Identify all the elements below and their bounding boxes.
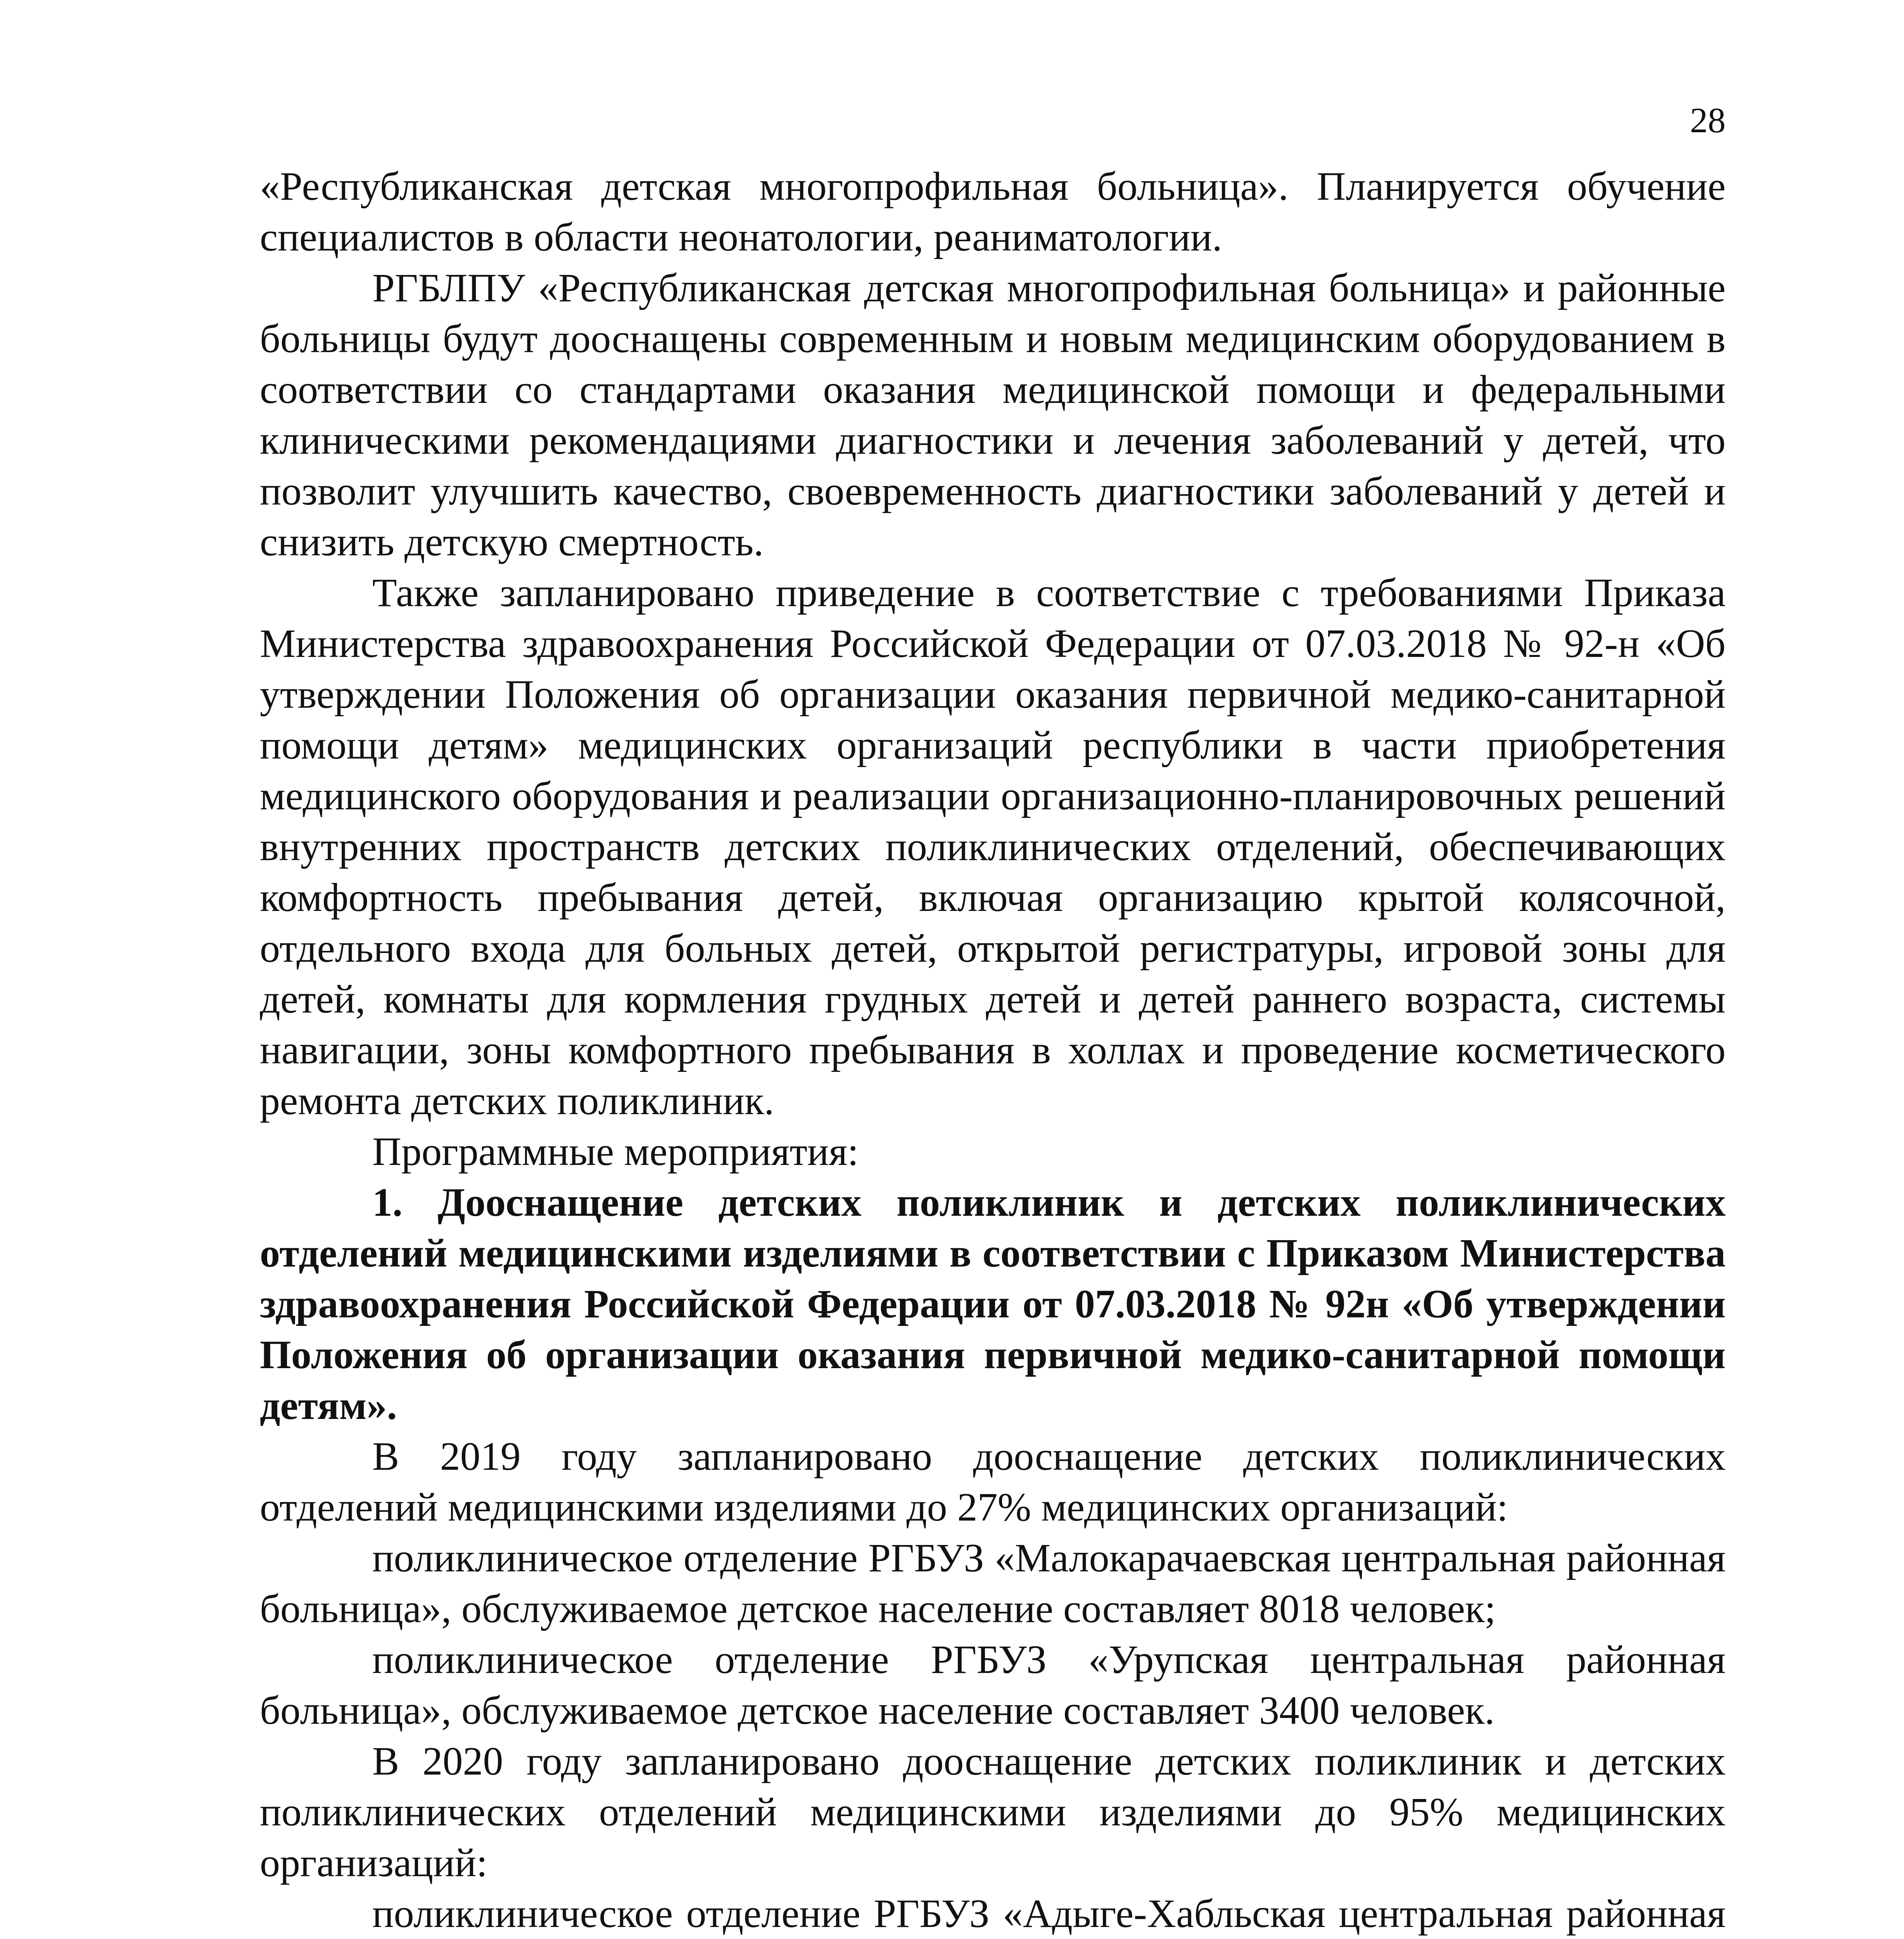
page-number: 28 <box>1690 100 1726 140</box>
paragraph-4: Программные мероприятия: <box>372 1129 859 1174</box>
section-heading-1: 1. Дооснащение детских поликлиник и детских поликлинических отделений медицинскими изделиями в соответствии с Приказом Министерства здравоохранения Российской Федерации от 07.03.2018 № 92н «Об утверждении Положения об организации оказания первичной медико-санитарной помощи детям». <box>260 1180 1726 1428</box>
paragraph-7: поликлиническое отделение РГБУЗ «Малокарачаевская центральная районная больница», обслуживаемое детское население составляет 8018 человек; <box>260 1536 1726 1631</box>
paragraph-10: поликлиническое отделение РГБУЗ «Адыге-Хабльская центральная районная <box>372 1891 1726 1936</box>
paragraph-3: Также запланировано приведение в соответствие с требованиями Приказа Министерства здравоохранения Российской Федерации от 07.03.2018 № 92-н «Об утверждении Положения об организации оказания первичной медико-санитарной помощи детям» медицинских организаций республики в части приобретения медицинского оборудования и реализации организационно-планировочных решений внутренних пространств детских поликлинических отделений, обеспечивающих комфортность пребывания детей, включая организацию крытой колясочной, отдельного входа для больных детей, открытой регистратуры, игровой зоны для детей, комнаты для кормления грудных детей и детей раннего возраста, системы навигации, зоны комфортного пребывания в холлах и проведение косметического ремонта детских поликлиник. <box>260 570 1726 1123</box>
paragraph-2: РГБЛПУ «Республиканская детская многопрофильная больница» и районные больницы будут дооснащены современным и новым медицинским оборудованием в соответствии со стандартами оказания медицинской помощи и федеральными клиническими рекомендациями диагностики и лечения заболеваний у детей, что позволит улучшить качество, своевременность диагностики заболеваний у детей и снизить детскую смертность. <box>260 266 1726 564</box>
paragraph-8: поликлиническое отделение РГБУЗ «Урупская центральная районная больница», обслуживаемое детское население составляет 3400 человек. <box>260 1637 1726 1733</box>
paragraph-9: В 2020 году запланировано дооснащение детских поликлиник и детских поликлинических отделений медицинскими изделиями до 95% медицинских организаций: <box>260 1739 1726 1885</box>
paragraph-6: В 2019 году запланировано дооснащение детских поликлинических отделений медицинскими изделиями до 27% медицинских организаций: <box>260 1434 1726 1529</box>
document-body <box>260 161 1726 1939</box>
paragraph-1: «Республиканская детская многопрофильная больница». Планируется обучение специалистов в области неонатологии, реаниматологии. <box>260 164 1726 259</box>
